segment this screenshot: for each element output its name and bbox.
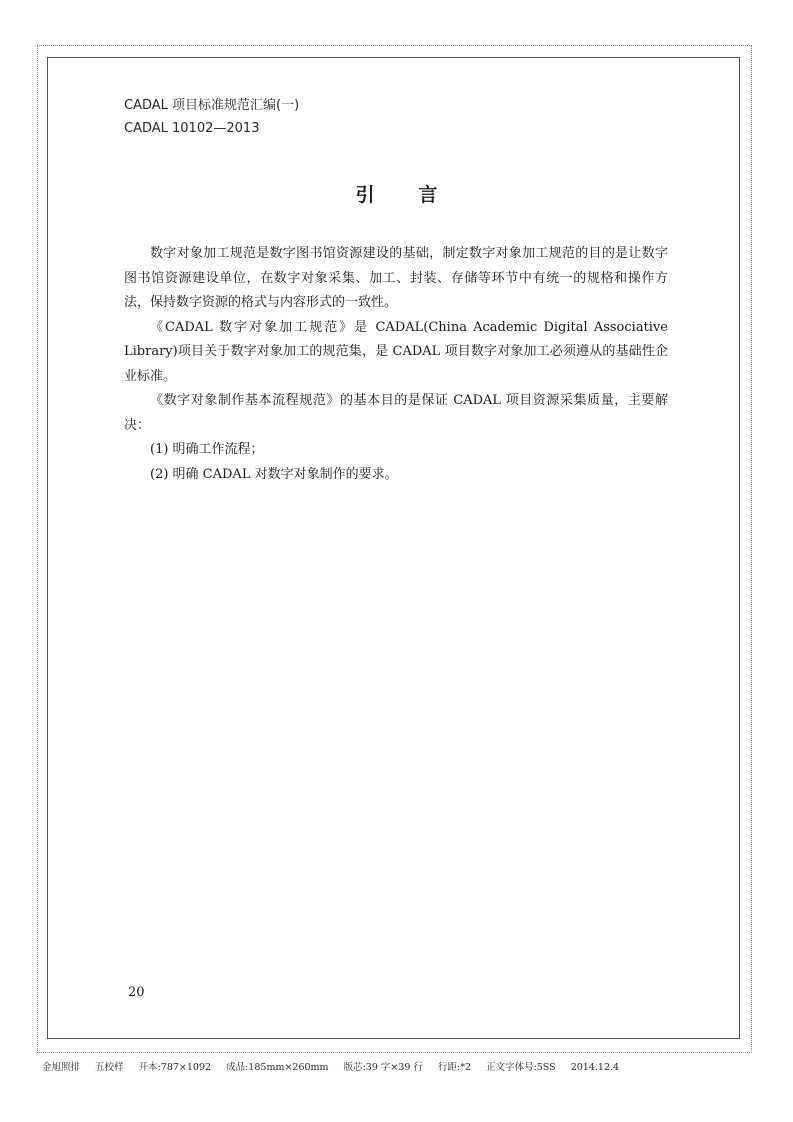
section-title: 引言: [355, 184, 482, 206]
footer-font-size: 正文字体号:5SS: [486, 1062, 556, 1073]
paragraph: 数字对象加工规范是数字图书馆资源建设的基础，制定数字对象加工规范的目的是让数字图书馆资源建设单位，在数字对象采集、加工、封装、存储等环节中有统一的规格和操作方法，保持数字资源的格式与内容形式的一致性。: [124, 246, 668, 310]
paragraph: 《数字对象制作基本流程规范》的基本目的是保证 CADAL 项目资源采集质量，主要解决：: [124, 393, 668, 433]
list-item: (1) 明确工作流程；: [150, 442, 264, 457]
paragraph: 《CADAL 数字对象加工规范》是 CADAL(China Academic Digital Associative Library)项目关于数字对象加工的规范集，是 CADAL 项目数字对象加工必须遵从的基础性企业标准。: [124, 319, 668, 384]
footer-format: 开本:787×1092: [138, 1062, 212, 1073]
footer-date: 2014.12.4: [570, 1062, 620, 1073]
footer-proof: 五校样: [95, 1062, 124, 1073]
page-number: 20: [128, 985, 145, 1000]
footer-typesetter: 金旭照排: [42, 1062, 81, 1073]
series-title: CADAL 项目标准规范汇编(一): [124, 98, 300, 113]
footer-line-spacing: 行距:*2: [438, 1062, 472, 1073]
body-text: [124, 242, 668, 487]
print-info-footer: [42, 1059, 631, 1073]
footer-layout: 版芯:39 字×39 行: [343, 1062, 423, 1073]
standard-code: CADAL 10102—2013: [124, 121, 260, 136]
list-item: (2) 明确 CADAL 对数字对象制作的要求。: [150, 466, 398, 482]
footer-finished-size: 成品:185mm×260mm: [226, 1062, 329, 1073]
running-header: [124, 94, 299, 140]
